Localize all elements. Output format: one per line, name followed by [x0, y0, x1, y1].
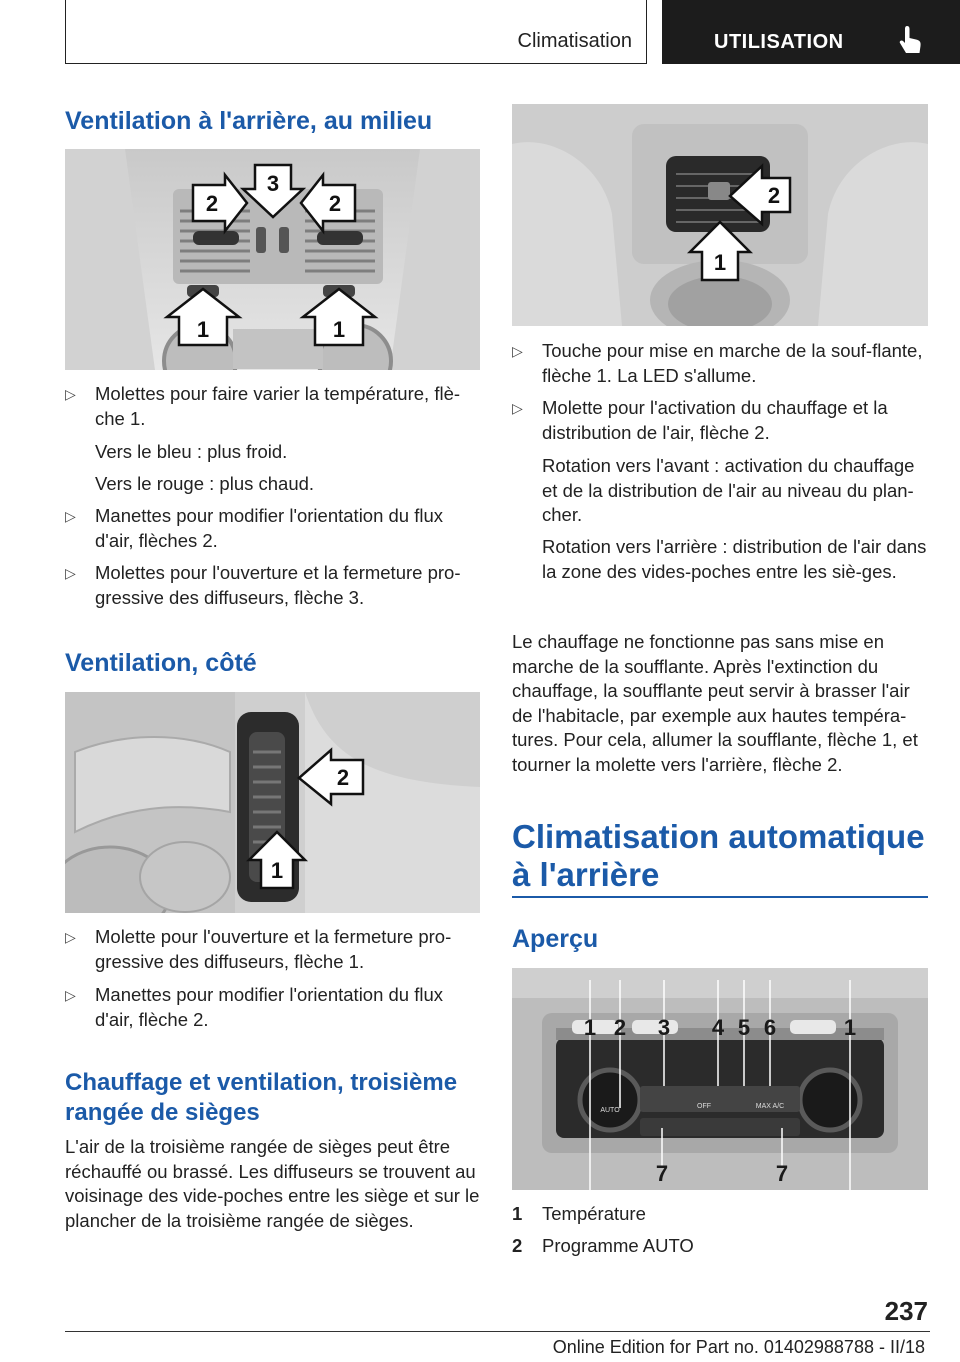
sub-item: Rotation vers l'avant : activation du chauffage et de la distribution de l'air au niveau du plan-cher. [542, 455, 915, 525]
page-number: 237 [884, 1296, 928, 1326]
bullet-triangle-icon: ▷ [65, 987, 76, 1003]
photo4-callout: 3 [657, 1015, 671, 1040]
heading-side-ventilation: Ventilation, côté [65, 649, 257, 677]
panel-label: AUTO [600, 1107, 620, 1114]
paragraph-third-row: L'air de la troisième rangée de sièges peut être réchauffé ou brassé. Les diffuseurs se trouvent au voisinage des vide-poches entre les siège et sur le plancher de la troisième rangée de sièges. [65, 1136, 480, 1231]
footer-divider [65, 1331, 930, 1332]
photo4-callout: 4 [711, 1015, 725, 1040]
footer-edition: Online Edition for Part no. 01402988788 - II/18 [552, 1337, 925, 1357]
header-section-box [65, 0, 647, 64]
photo-rear-center-vents [65, 149, 480, 370]
photo3-callout: 1 [713, 250, 727, 275]
photo1-callout: 2 [328, 191, 342, 216]
photo2-callout: 1 [270, 858, 284, 883]
paragraph-blower: Le chauffage ne fonctionne pas sans mise en marche de la soufflante. Après l'extinction du chauffage, la soufflante peut servir à brasser l'air de l'habitacle, par exemple aux hautes tempéra-tures. Pour cela, allumer la soufflante, flèche 1, et tourner la molette vers l'arrière, flèche 2. [512, 631, 918, 775]
list-item: ▷ Manettes pour modifier l'orientation du flux d'air, flèches 2. [65, 505, 444, 551]
chapter-tab-label: UTILISATION [714, 31, 844, 53]
heading-rear-center-ventilation: Ventilation à l'arrière, au milieu [65, 107, 433, 135]
hand-pointer-icon [896, 24, 926, 56]
photo1-callout: 1 [332, 317, 346, 342]
bullet-triangle-icon: ▷ [512, 343, 523, 359]
list-item: ▷ Manettes pour modifier l'orientation du flux d'air, flèche 2. [65, 984, 444, 1030]
section-title: Climatisation [517, 30, 632, 52]
bullet-triangle-icon: ▷ [512, 400, 523, 416]
heading-rear-auto-climate: Climatisation automatique à l'arrière [512, 818, 925, 893]
bullet-triangle-icon: ▷ [65, 386, 76, 402]
legend-text: Programme AUTO [542, 1235, 694, 1256]
photo4-callout: 7 [775, 1161, 789, 1186]
photo1-callout: 3 [266, 171, 280, 196]
heading-third-row-heating: Chauffage et ventilation, troisième rangée de sièges [65, 1069, 458, 1126]
photo4-callout: 2 [613, 1015, 627, 1040]
photo4-callout: 1 [843, 1015, 857, 1040]
photo-climate-panel [512, 968, 928, 1190]
bullet-triangle-icon: ▷ [65, 929, 76, 945]
list-item: ▷ Molette pour l'ouverture et la fermeture pro-gressive des diffuseurs, flèche 1. [65, 926, 452, 972]
heading-rule [512, 896, 928, 898]
photo2-callout: 2 [336, 765, 350, 790]
photo4-callout: 1 [583, 1015, 597, 1040]
panel-label: OFF [697, 1103, 711, 1110]
list-item: ▷ Molettes pour faire varier la température, flè-che 1. [65, 383, 461, 429]
list-item: ▷ Molette pour l'activation du chauffage et la distribution de l'air, flèche 2. [512, 397, 888, 443]
photo1-callout: 1 [196, 317, 210, 342]
sub-item: Vers le rouge : plus chaud. [95, 473, 315, 494]
sub-item: Rotation vers l'arrière : distribution de l'air dans la zone des vides-poches entre les siè-ges. [542, 536, 927, 582]
list-item: ▷ Touche pour mise en marche de la souf-flante, flèche 1. La LED s'allume. [512, 340, 923, 386]
photo3-callout: 2 [767, 183, 781, 208]
legend-number: 2 [512, 1235, 523, 1256]
photo4-callout: 6 [763, 1015, 777, 1040]
photo4-callout: 7 [655, 1161, 669, 1186]
legend-number: 1 [512, 1203, 523, 1224]
photo1-callout: 2 [205, 191, 219, 216]
bullet-triangle-icon: ▷ [65, 565, 76, 581]
heading-overview: Aperçu [512, 925, 599, 953]
photo-third-row-controls [512, 104, 928, 326]
chapter-tab[interactable] [662, 0, 960, 64]
bullet-triangle-icon: ▷ [65, 508, 76, 524]
photo4-callout: 5 [737, 1015, 751, 1040]
legend-text: Température [542, 1203, 646, 1224]
photo-side-vent [65, 692, 480, 913]
sub-item: Vers le bleu : plus froid. [95, 441, 288, 462]
list-item: ▷ Molettes pour l'ouverture et la fermeture pro-gressive des diffuseurs, flèche 3. [65, 562, 461, 608]
panel-label: MAX A/C [755, 1103, 785, 1110]
